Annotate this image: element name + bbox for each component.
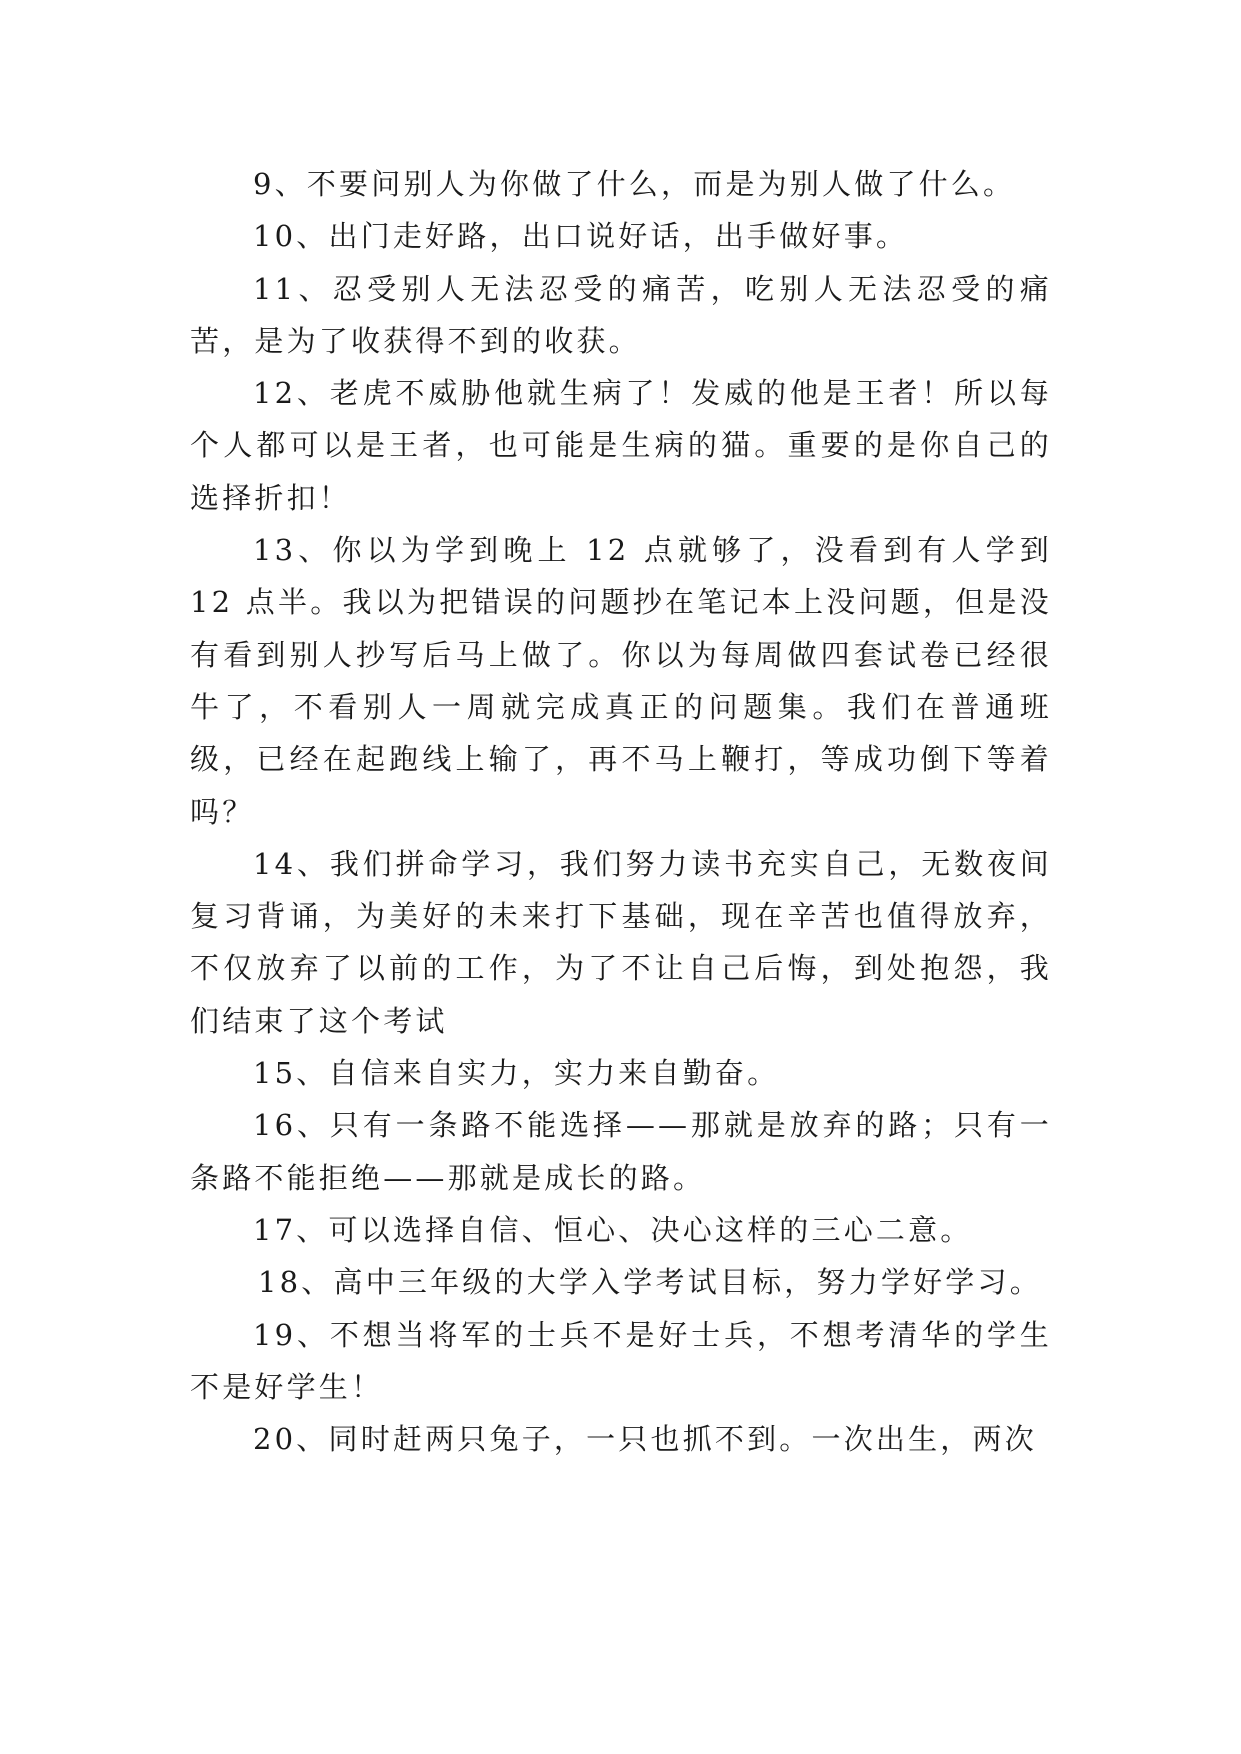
paragraph-9: 9、不要问别人为你做了什么，而是为别人做了什么。 bbox=[253, 167, 1016, 201]
paragraph-15: 15、自信来自实力，实力来自勤奋。 bbox=[253, 1056, 780, 1091]
paragraph-10: 10、出门走好路，出口说好话，出手做好事。 bbox=[253, 219, 909, 254]
paragraph-20: 20、同时赶两只兔子，一只也抓不到。一次出生，两次 bbox=[253, 1422, 1037, 1457]
paragraph-11: 11、忍受别人无法忍受的痛苦，吃别人无法忍受的痛苦，是为了收获得不到的收获。 bbox=[190, 271, 1052, 358]
paragraph-17: 17、可以选择自信、恒心、决心这样的三心二意。 bbox=[253, 1212, 973, 1247]
paragraph-14: 14、我们拼命学习，我们努力读书充实自己，无数夜间复习背诵，为美好的未来打下基础，现在辛苦也值得放弃，不仅放弃了以前的工作，为了不让自己后悔，到处抱怨，我们结束了这个考试 bbox=[190, 846, 1052, 1038]
paragraph-12: 12、老虎不威胁他就生病了！发威的他是王者！所以每个人都可以是王者，也可能是生病的猫。重要的是你自己的选择折扣！ bbox=[190, 376, 1052, 515]
paragraph-13: 13、你以为学到晚上 12 点就够了，没看到有人学到 12 点半。我以为把错误的问题抄在笔记本上没问题，但是没有看到别人抄写后马上做了。你以为每周做四套试卷已经很牛了，不看别人一周就完成真正的问题集。我们在普通班级，已经在起跑线上输了，再不马上鞭打，等成功倒下等着吗？ bbox=[190, 533, 1052, 829]
paragraph-19: 19、不想当将军的士兵不是好士兵，不想考清华的学生不是好学生！ bbox=[190, 1317, 1052, 1404]
paragraph-16: 16、只有一条路不能选择——那就是放弃的路；只有一条路不能拒绝——那就是成长的路。 bbox=[190, 1108, 1052, 1195]
document-body bbox=[190, 158, 1052, 1465]
paragraph-18: 18、高中三年级的大学入学考试目标，努力学好学习。 bbox=[258, 1265, 1042, 1300]
